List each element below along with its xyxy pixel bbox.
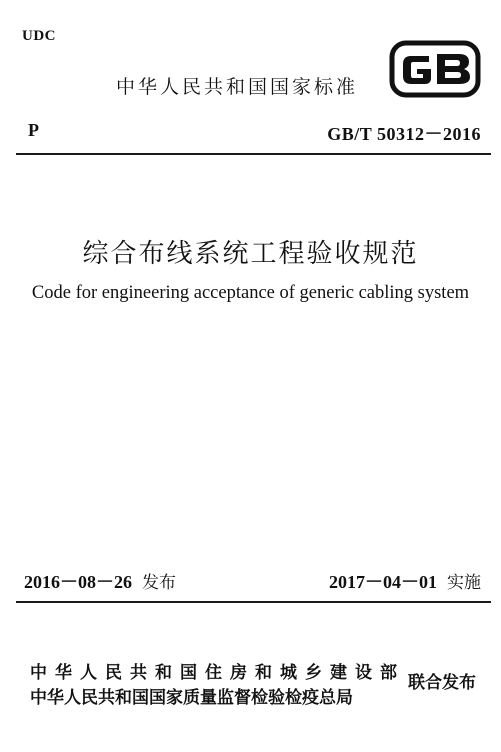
implement-label: 实施 (447, 573, 481, 593)
implement-date: 2017－04－01 (329, 572, 437, 592)
standard-number: GB/T 50312－2016 (327, 124, 481, 144)
issue-date: 2016－08－26 (24, 572, 132, 592)
title-english: Code for engineering acceptance of generic cabling system (31, 283, 470, 303)
issuer-ministry: 中华人民共和国住房和城乡建设部 (30, 663, 405, 683)
bottom-divider (16, 601, 491, 603)
issuer-administration: 中华人民共和国国家质量监督检验检疫总局 (30, 688, 353, 708)
national-standard-heading: 中华人民共和国国家标准 (116, 76, 359, 98)
implement-date-line (329, 568, 481, 594)
issue-label: 发布 (142, 573, 176, 593)
top-divider (16, 153, 491, 155)
issue-date-line (24, 568, 176, 594)
joint-issue-label: 联合发布 (408, 673, 476, 693)
title-chinese: 综合布线系统工程验收规范 (82, 239, 419, 269)
category-code: P (28, 120, 39, 140)
gb-logo-icon (389, 40, 481, 98)
udc-label: UDC (22, 28, 56, 44)
